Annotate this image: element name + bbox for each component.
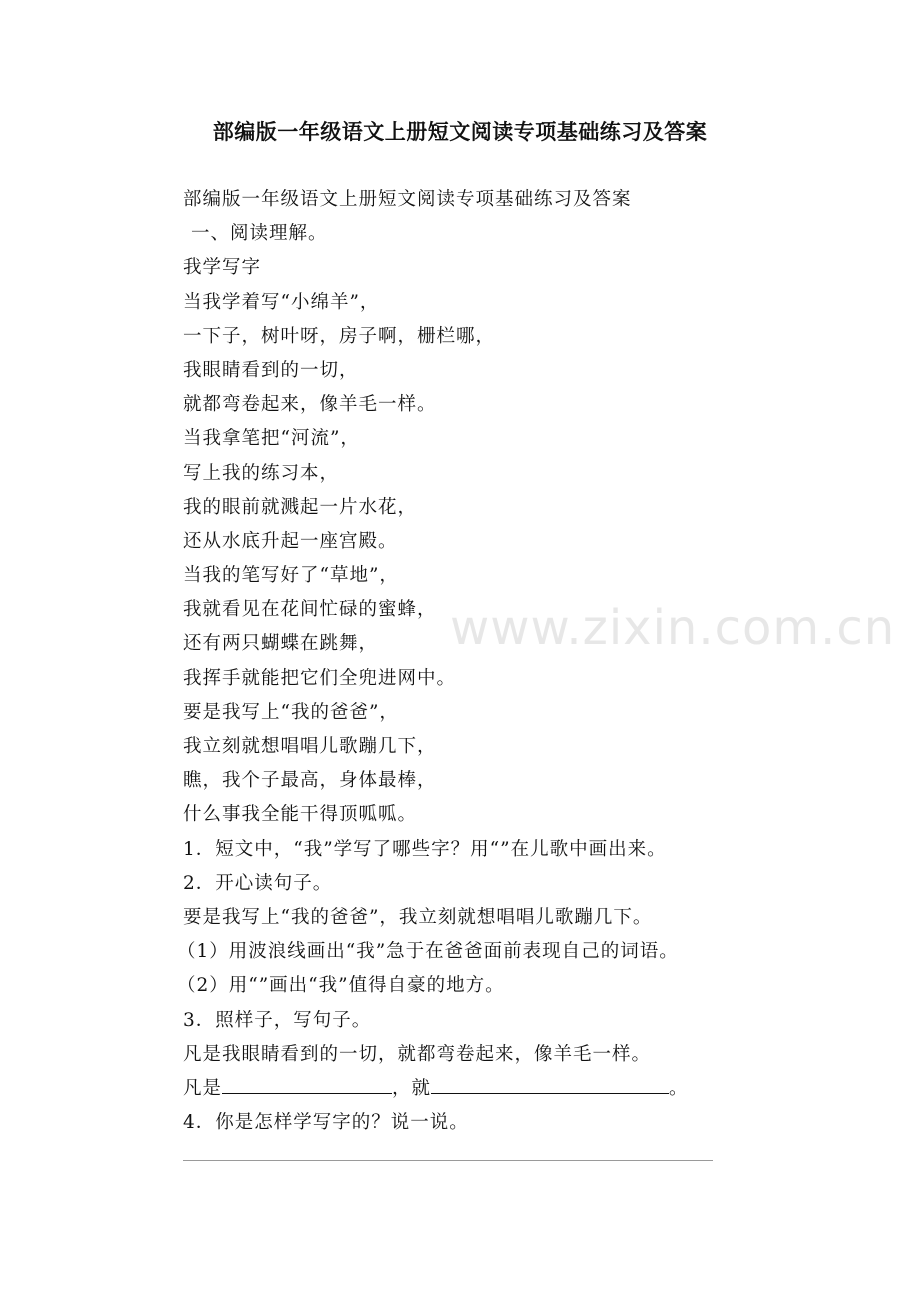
- question-3-fill: [183, 1072, 783, 1106]
- question-3-example: 凡是我眼睛看到的一切，就都弯卷起来，像羊毛一样。: [183, 1043, 652, 1065]
- poem-line: 还有两只蝴蝶在跳舞，: [183, 633, 379, 655]
- question-2-sub-2: （2）用“”画出“我”值得自豪的地方。: [177, 975, 505, 997]
- fill-suffix: 。: [669, 1077, 689, 1099]
- poem-line: 我就看见在花间忙碌的蜜蜂，: [183, 599, 437, 621]
- poem-line: 写上我的练习本，: [183, 462, 340, 484]
- poem-line: 当我的笔写好了“草地”，: [183, 565, 399, 587]
- question-3: 3．照样子，写句子。: [183, 1009, 372, 1031]
- question-2: 2．开心读句子。: [183, 872, 333, 894]
- document-title: 部编版一年级语文上册短文阅读专项基础练习及答案: [212, 120, 708, 144]
- answer-blank-1[interactable]: [222, 1075, 392, 1094]
- poem-line: 我立刻就想唱唱儿歌蹦几下，: [183, 736, 437, 757]
- fill-middle: ，就: [392, 1077, 432, 1099]
- answer-line[interactable]: [183, 1160, 713, 1161]
- poem-line: 我挥手就能把它们全兜进网中。: [183, 667, 457, 689]
- poem-line: 就都弯卷起来，像羊毛一样。: [183, 394, 437, 416]
- question-1: 1．短文中，“我”学写了哪些字？用“”在儿歌中画出来。: [183, 838, 667, 860]
- document-body: [177, 183, 783, 1140]
- poem-line: 什么事我全能干得顶呱呱。: [183, 804, 418, 826]
- poem-line: 一下子，树叶呀，房子啊，栅栏哪，: [183, 325, 496, 347]
- watermark: www.zixin.com.cn: [450, 600, 896, 656]
- document-subtitle: 部编版一年级语文上册短文阅读专项基础练习及答案: [183, 189, 632, 210]
- poem-line: 当我学着写“小绵羊”，: [183, 291, 380, 313]
- poem-line: 瞧，我个子最高，身体最棒，: [183, 770, 437, 792]
- fill-prefix: 凡是: [183, 1077, 223, 1099]
- poem-line: 还从水底升起一座宫殿。: [183, 530, 398, 552]
- question-2-sentence: 要是我写上“我的爸爸”，我立刻就想唱唱儿歌蹦几下。: [183, 906, 653, 928]
- poem-line: 要是我写上“我的爸爸”，: [183, 701, 399, 723]
- section-heading: 一、阅读理解。: [191, 223, 328, 245]
- answer-blank-2[interactable]: [431, 1075, 669, 1094]
- question-2-sub-1: （1）用波浪线画出“我”急于在爸爸面前表现自己的词语。: [177, 941, 679, 963]
- question-4: 4．你是怎样学写字的？说一说。: [183, 1112, 469, 1134]
- poem-line: 我的眼前就溅起一片水花，: [183, 496, 418, 518]
- poem-title: 我学写字: [183, 257, 262, 279]
- poem-line: 当我拿笔把“河流”，: [183, 428, 360, 450]
- poem-line: 我眼睛看到的一切，: [183, 359, 359, 381]
